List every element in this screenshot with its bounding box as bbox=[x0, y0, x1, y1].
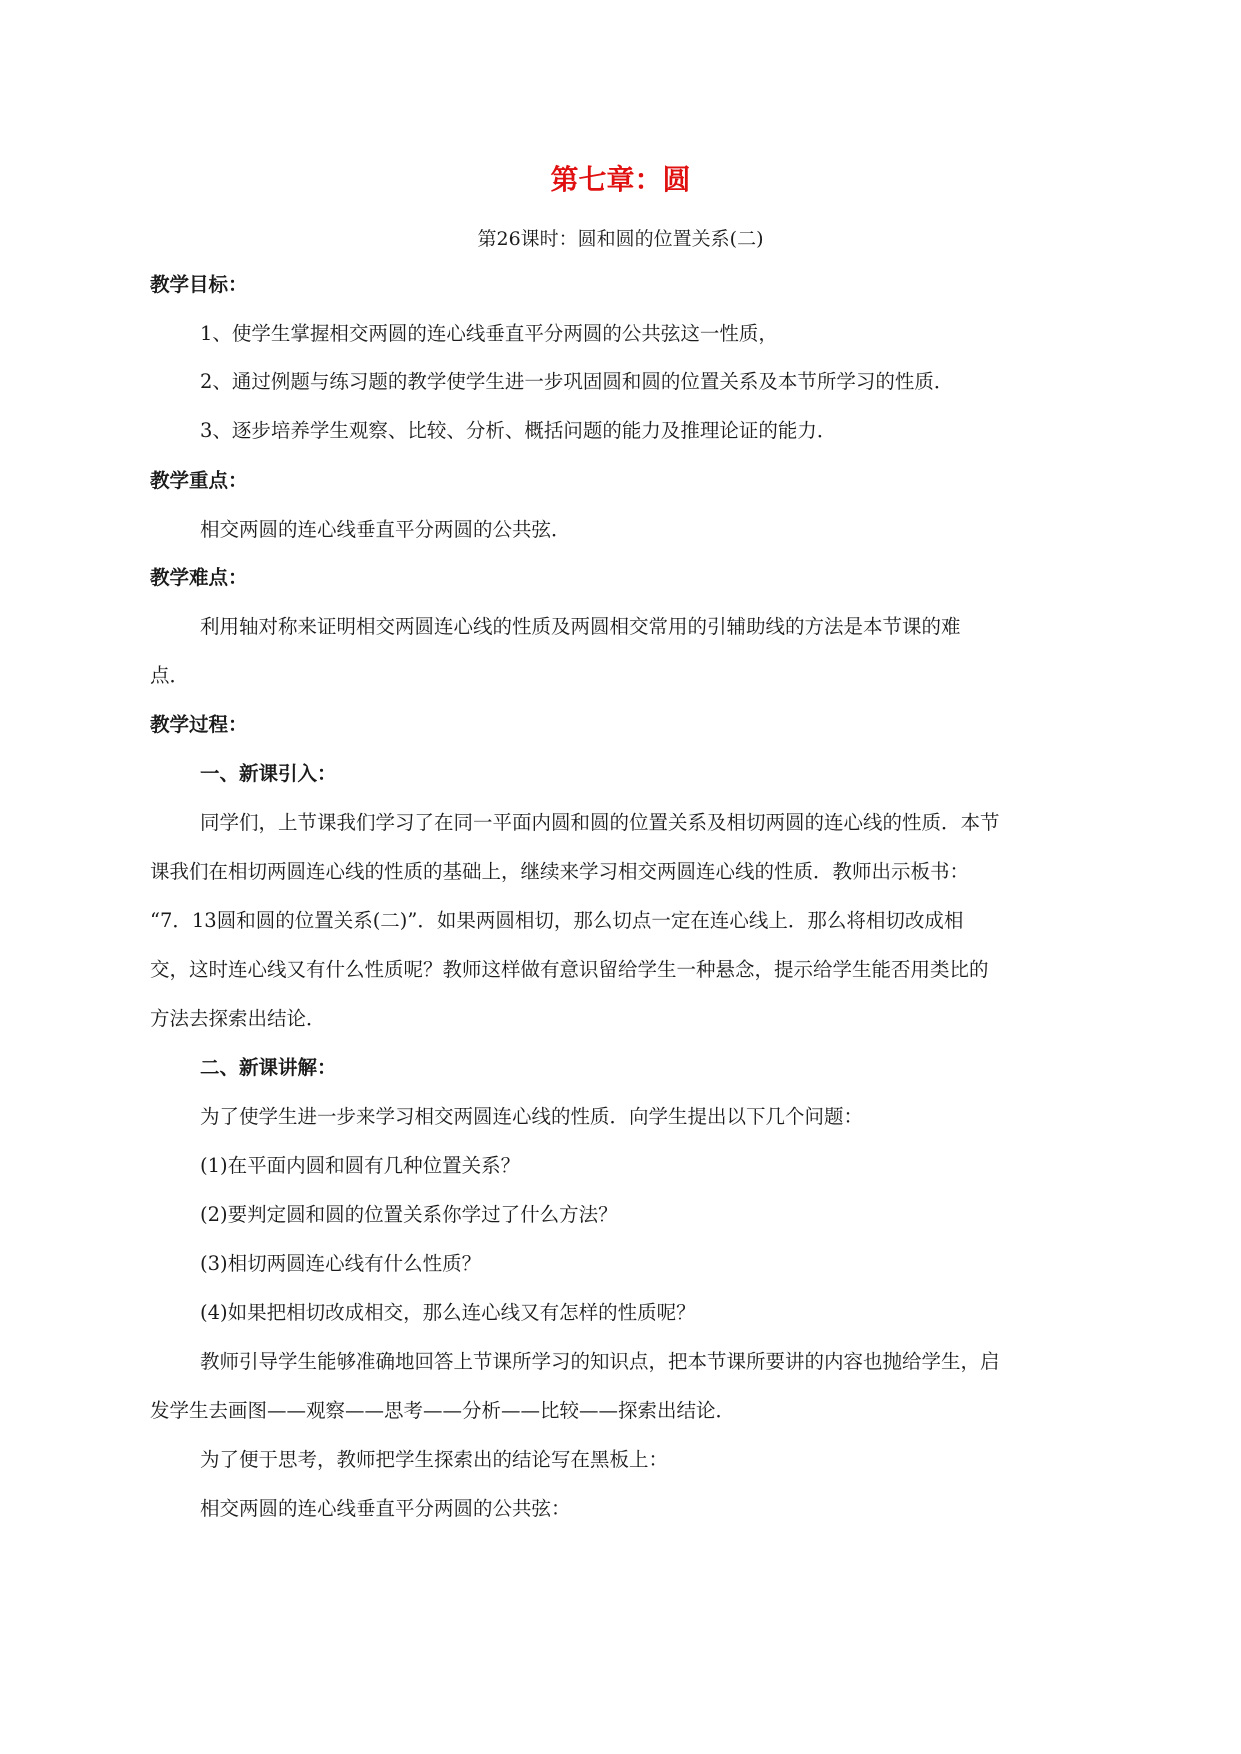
lesson-subtitle: 第26课时：圆和圆的位置关系(二) bbox=[477, 228, 764, 250]
objectives-heading: 教学目标： bbox=[150, 273, 248, 296]
question-item: (3)相切两圆连心线有什么性质？ bbox=[200, 1252, 482, 1275]
difficulty-text-line: 利用轴对称来证明相交两圆连心线的性质及两圆相交常用的引辅助线的方法是本节课的难 bbox=[200, 615, 961, 638]
part1-text-line: 同学们，上节课我们学习了在同一平面内圆和圆的位置关系及相切两圆的连心线的性质．本节 bbox=[200, 811, 1000, 834]
process-heading: 教学过程： bbox=[150, 713, 248, 736]
key-text: 相交两圆的连心线垂直平分两圆的公共弦． bbox=[200, 518, 571, 541]
objective-item: 3、逐步培养学生观察、比较、分析、概括问题的能力及推理论证的能力． bbox=[200, 419, 837, 442]
objective-item: 2、通过例题与练习题的教学使学生进一步巩固圆和圆的位置关系及本节所学习的性质． bbox=[200, 370, 954, 393]
part1-text-line: 交，这时连心线又有什么性质呢？教师这样做有意识留给学生一种悬念，提示给学生能否用类比的 bbox=[150, 958, 989, 981]
question-item: (4)如果把相切改成相交，那么连心线又有怎样的性质呢？ bbox=[200, 1301, 696, 1324]
part2-heading: 二、新课讲解： bbox=[200, 1056, 337, 1079]
question-item: (1)在平面内圆和圆有几种位置关系？ bbox=[200, 1154, 521, 1177]
difficulty-text-line: 点． bbox=[150, 664, 190, 687]
chapter-title: 第七章：圆 bbox=[550, 163, 691, 196]
part1-text-line: “7．13圆和圆的位置关系(二)”．如果两圆相切，那么切点一定在连心线上．那么将相切改成相 bbox=[150, 909, 964, 932]
conclusion-text: 相交两圆的连心线垂直平分两圆的公共弦： bbox=[200, 1497, 571, 1520]
part1-text-line: 课我们在相切两圆连心线的性质的基础上，继续来学习相交两圆连心线的性质．教师出示板书： bbox=[150, 860, 970, 883]
part2-intro: 为了使学生进一步来学习相交两圆连心线的性质．向学生提出以下几个问题： bbox=[200, 1105, 864, 1128]
guide-text-line: 教师引导学生能够准确地回答上节课所学习的知识点，把本节课所要讲的内容也抛给学生，启 bbox=[200, 1350, 1000, 1373]
question-item: (2)要判定圆和圆的位置关系你学过了什么方法？ bbox=[200, 1203, 618, 1226]
part1-text-line: 方法去探索出结论． bbox=[150, 1007, 326, 1030]
part1-heading: 一、新课引入： bbox=[200, 762, 337, 785]
board-intro: 为了便于思考，教师把学生探索出的结论写在黑板上： bbox=[200, 1448, 669, 1471]
difficulty-heading: 教学难点： bbox=[150, 566, 248, 589]
key-heading: 教学重点： bbox=[150, 469, 248, 492]
guide-text-line: 发学生去画图——观察——思考——分析——比较——探索出结论． bbox=[150, 1399, 736, 1422]
objective-item: 1、使学生掌握相交两圆的连心线垂直平分两圆的公共弦这一性质， bbox=[200, 322, 778, 345]
